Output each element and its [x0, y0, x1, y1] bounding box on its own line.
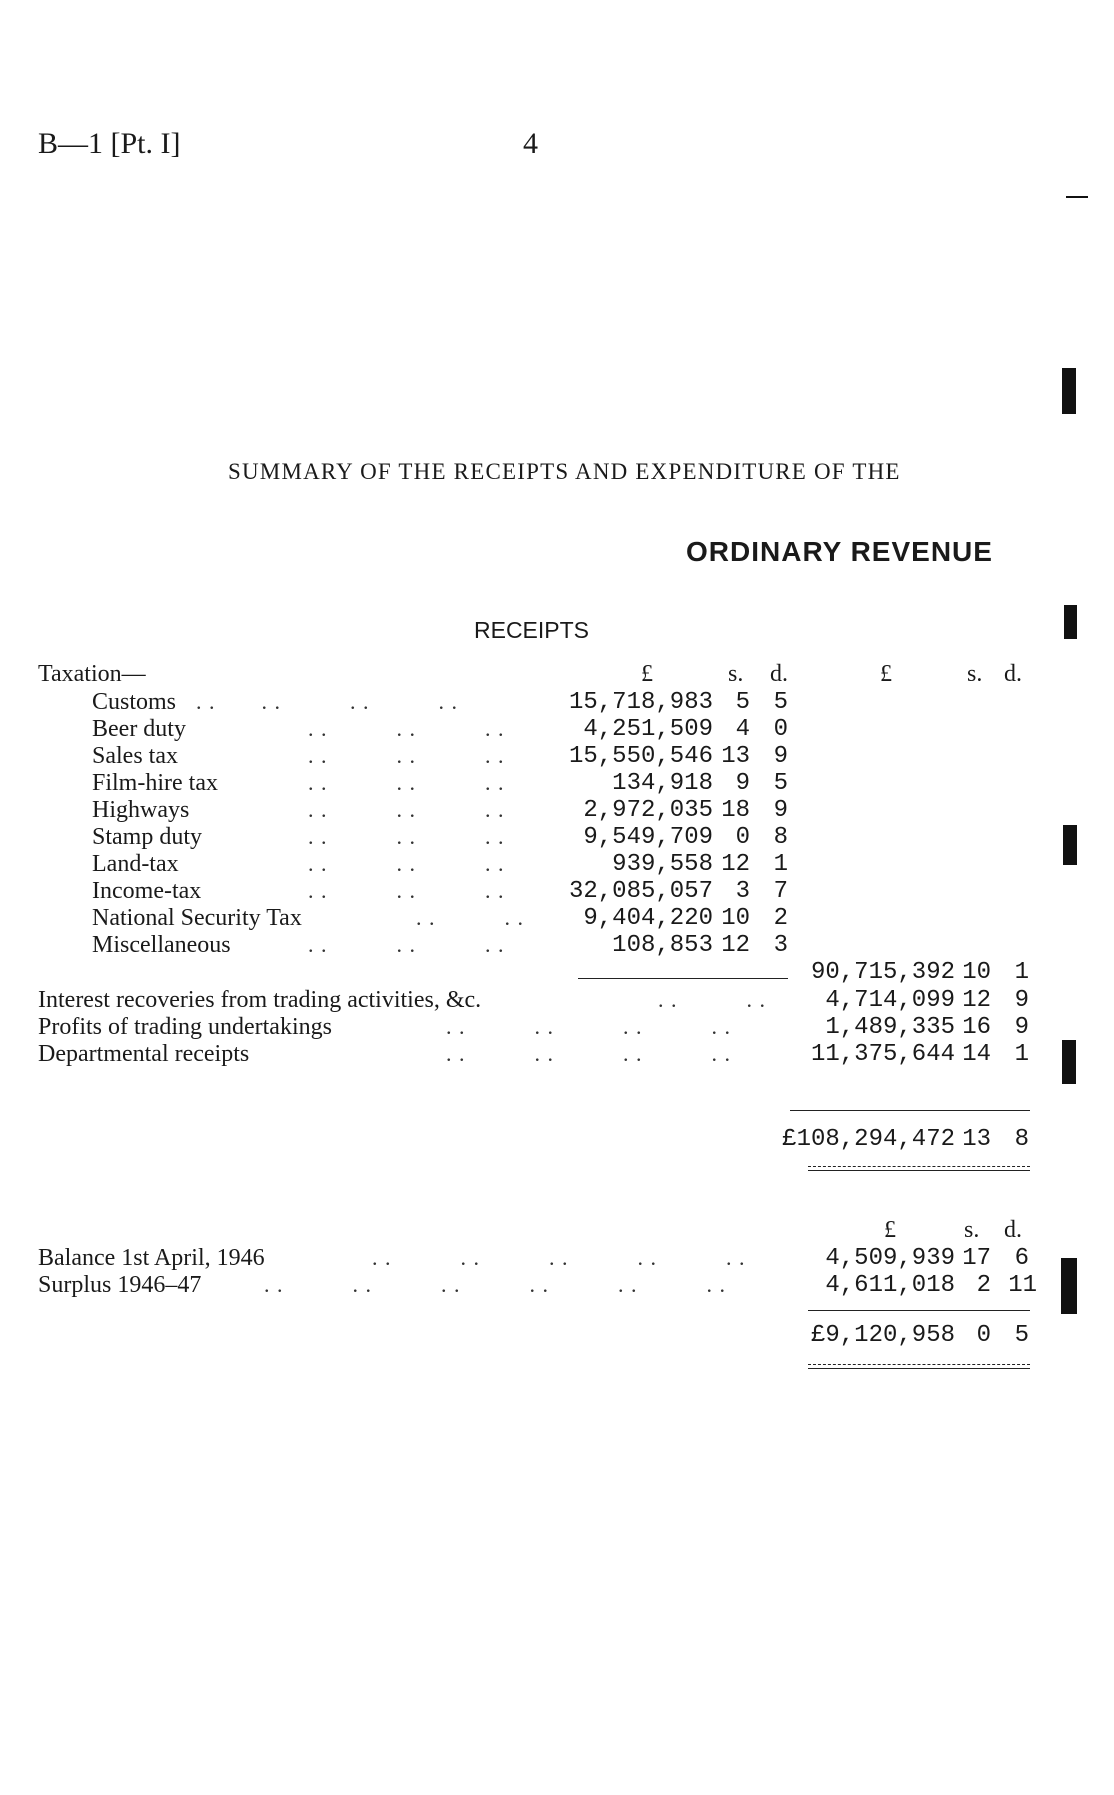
ordinary-revenue-heading: ORDINARY REVENUE: [686, 536, 993, 567]
leader-dots: . . . . . . . . . .: [372, 1245, 746, 1270]
row-label: Miscellaneous: [92, 932, 231, 958]
pence-value: 6: [1014, 1245, 1029, 1272]
pence-value: 2: [773, 905, 788, 932]
double-rule-top: [808, 1166, 1030, 1167]
taxation-total-pence: 1: [1014, 959, 1029, 986]
taxation-total-shillings: 10: [962, 959, 991, 986]
row-label: Stamp duty: [92, 824, 203, 850]
pence-value: 9: [773, 743, 788, 770]
shillings-value: 12: [962, 987, 991, 1014]
leader-dots: . . . . . .: [308, 932, 505, 957]
pence-value: 1: [773, 851, 788, 878]
shillings-value: 4: [735, 716, 750, 743]
col-pence-balance: d.: [1004, 1217, 1022, 1243]
pounds-value: 11,375,644: [810, 1041, 955, 1068]
pounds-value: 4,509,939: [825, 1245, 955, 1272]
shillings-value: 14: [962, 1041, 991, 1068]
double-rule-bottom: [808, 1170, 1030, 1171]
subtotal-rule: [578, 978, 788, 979]
col-pound-balance: £: [884, 1217, 896, 1243]
row-label: Highways: [92, 797, 190, 823]
pounds-value: 134,918: [612, 770, 713, 797]
shillings-value: 5: [735, 689, 750, 716]
shillings-value: 18: [721, 797, 750, 824]
shillings-value: 10: [721, 905, 750, 932]
balance-total-pence: 5: [1014, 1322, 1029, 1349]
pence-value: 3: [773, 932, 788, 959]
pounds-value: 32,085,057: [568, 878, 713, 905]
balance-double-rule-top: [808, 1364, 1030, 1365]
row-label: Interest recoveries from trading activities, &c.: [38, 987, 482, 1013]
balance-total-rule: [808, 1310, 1030, 1311]
scan-mark: [1064, 605, 1077, 639]
pounds-value: 1,489,335: [825, 1014, 955, 1041]
scan-mark: [1062, 1040, 1076, 1084]
pence-value: 5: [773, 689, 788, 716]
pounds-value: 108,853: [612, 932, 713, 959]
pounds-value: 15,550,546: [568, 743, 713, 770]
summary-title: SUMMARY OF THE RECEIPTS AND EXPENDITURE OF THE: [228, 459, 901, 484]
balance-double-rule-bottom: [808, 1368, 1030, 1369]
row-label: Balance 1st April, 1946: [38, 1245, 265, 1271]
pounds-value: 2,972,035: [583, 797, 713, 824]
leader-dots: . . . . . .: [308, 743, 505, 768]
scan-mark: [1063, 825, 1077, 865]
receipts-heading: RECEIPTS: [474, 617, 590, 643]
balance-total-pounds: £9,120,958: [810, 1322, 955, 1349]
shillings-value: 3: [735, 878, 750, 905]
col-shilling-balance: s.: [964, 1217, 980, 1243]
leader-dots: . . . . . .: [308, 878, 505, 903]
pence-value: 0: [773, 716, 788, 743]
leader-dots: . . . . . . . . . . . .: [264, 1272, 726, 1297]
document-reference: B—1 [Pt. I]: [38, 127, 181, 160]
scan-mark: [1061, 1258, 1077, 1314]
row-label: National Security Tax: [92, 905, 302, 931]
pence-value: 11: [1008, 1272, 1037, 1299]
col-shilling-outer: s.: [967, 661, 983, 687]
pounds-value: 939,558: [612, 851, 713, 878]
shillings-value: 9: [735, 770, 750, 797]
grand-total-shillings: 13: [962, 1126, 991, 1153]
pounds-value: 9,404,220: [583, 905, 713, 932]
col-pound-outer: £: [880, 661, 892, 687]
page-number: 4: [523, 127, 538, 160]
pounds-value: 4,611,018: [825, 1272, 955, 1299]
row-label: Profits of trading undertakings: [38, 1014, 332, 1040]
scan-mark: [1066, 196, 1088, 198]
shillings-value: 0: [735, 824, 750, 851]
pounds-value: 4,251,509: [583, 716, 713, 743]
pence-value: 1: [1014, 1041, 1029, 1068]
col-pence-inner: d.: [770, 661, 788, 687]
shillings-value: 12: [721, 851, 750, 878]
balance-total-shillings: 0: [976, 1322, 991, 1349]
taxation-total-pounds: 90,715,392: [810, 959, 955, 986]
leader-dots: . . . . . . . .: [446, 1041, 731, 1066]
grand-total-pence: 8: [1014, 1126, 1029, 1153]
row-label: Surplus 1946–47: [38, 1272, 202, 1298]
leader-dots: . . . .: [658, 987, 766, 1012]
row-label: Sales tax: [92, 743, 178, 769]
shillings-value: 17: [962, 1245, 991, 1272]
shillings-value: 2: [976, 1272, 991, 1299]
leader-dots: . . . . . .: [308, 770, 505, 795]
pence-value: 7: [773, 878, 788, 905]
row-label: Customs: [92, 689, 177, 715]
leader-dots: . . . .: [416, 905, 524, 930]
leader-dots: . . . . . . . .: [196, 689, 458, 714]
col-pound-inner: £: [641, 661, 653, 687]
pence-value: 9: [1014, 1014, 1029, 1041]
pounds-value: 9,549,709: [583, 824, 713, 851]
col-shilling-inner: s.: [728, 661, 744, 687]
col-pence-outer: d.: [1004, 661, 1022, 687]
row-label: Beer duty: [92, 716, 186, 742]
pounds-value: 4,714,099: [825, 987, 955, 1014]
pence-value: 5: [773, 770, 788, 797]
leader-dots: . . . . . .: [308, 851, 505, 876]
grand-total-pounds: £108,294,472: [782, 1126, 955, 1153]
shillings-value: 12: [721, 932, 750, 959]
row-label: Departmental receipts: [38, 1041, 250, 1067]
leader-dots: . . . . . .: [308, 824, 505, 849]
pounds-value: 15,718,983: [568, 689, 713, 716]
leader-dots: . . . . . .: [308, 797, 505, 822]
row-label: Income-tax: [92, 878, 202, 904]
row-label: Film-hire tax: [92, 770, 218, 796]
pence-value: 8: [773, 824, 788, 851]
pence-value: 9: [773, 797, 788, 824]
pence-value: 9: [1014, 987, 1029, 1014]
shillings-value: 13: [721, 743, 750, 770]
total-rule: [790, 1110, 1030, 1111]
leader-dots: . . . . . . . .: [446, 1014, 731, 1039]
taxation-label: Taxation—: [38, 661, 146, 687]
leader-dots: . . . . . .: [308, 716, 505, 741]
shillings-value: 16: [962, 1014, 991, 1041]
row-label: Land-tax: [92, 851, 179, 877]
scan-mark: [1062, 368, 1076, 414]
